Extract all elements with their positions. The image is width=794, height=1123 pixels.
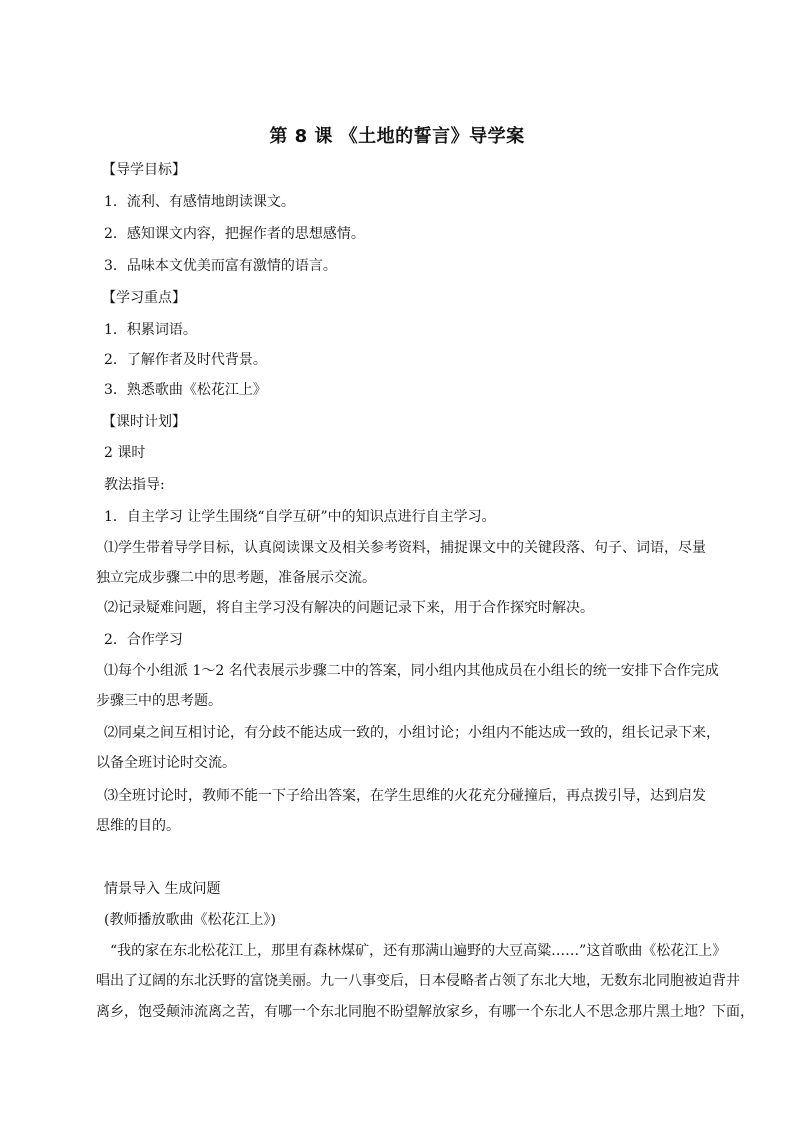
section-heading-goals: 【导学目标】 bbox=[102, 162, 186, 178]
paragraph-line: 唱出了辽阔的东北沃野的富饶美丽。九一八事变后，日本侵略者占领了东北大地，无数东北同胞被迫背井 bbox=[96, 973, 740, 989]
schedule-text: 2 课时 bbox=[104, 445, 146, 461]
section-heading-intro: 情景导入 生成问题 bbox=[104, 881, 221, 897]
paragraph-line: ⑶全班讨论时，教师不能一下子给出答案，在学生思维的火花充分碰撞后，再点拨引导，达到启发 bbox=[104, 788, 706, 804]
paragraph-line: 离乡，饱受颠沛流离之苦，有哪一个东北同胞不盼望解放家乡，有哪一个东北人不思念那片黑土地？下面， bbox=[96, 1004, 754, 1020]
method-heading: 教法指导: bbox=[104, 477, 165, 493]
paragraph-line: ⑵同桌之间互相讨论，有分歧不能达成一致的，小组讨论；小组内不能达成一致的，组长记录下来， bbox=[104, 725, 720, 741]
paragraph-line: “我的家在东北松花江上，那里有森林煤矿，还有那满山遍野的大豆高粱……”这首歌曲《松花江上》 bbox=[110, 943, 727, 959]
goal-item-3: 3．品味本文优美而富有激情的语言。 bbox=[104, 258, 337, 274]
goal-item-2: 2．感知课文内容，把握作者的思想感情。 bbox=[104, 226, 365, 242]
paragraph-line: 以备全班讨论时交流。 bbox=[96, 755, 236, 771]
focus-item-2: 2．了解作者及时代背景。 bbox=[104, 352, 267, 368]
goal-item-1: 1．流利、有感情地朗读课文。 bbox=[104, 194, 295, 210]
paragraph-line: ⑴学生带着导学目标，认真阅读课文及相关参考资料，捕捉课文中的关键段落、句子、词语，尽量 bbox=[104, 540, 706, 556]
paragraph-line: 思维的目的。 bbox=[96, 818, 180, 834]
page-title: 第 8 课 《土地的誓言》导学案 bbox=[269, 126, 525, 147]
section-heading-schedule: 【课时计划】 bbox=[102, 414, 186, 430]
method-item-1: 1．自主学习 让学生围绕“自学互研”中的知识点进行自主学习。 bbox=[104, 509, 496, 525]
intro-note: (教师播放歌曲《松花江上》) bbox=[104, 912, 276, 928]
paragraph-line: 步骤三中的思考题。 bbox=[96, 693, 222, 709]
paragraph-line: ⑴每个小组派 1～2 名代表展示步骤二中的答案，同小组内其他成员在小组长的统一安排下合作完成 bbox=[104, 663, 719, 679]
focus-item-3: 3．熟悉歌曲《松花江上》 bbox=[104, 382, 267, 398]
method-item-2: 2．合作学习 bbox=[104, 632, 183, 648]
paragraph-line: 独立完成步骤二中的思考题，准备展示交流。 bbox=[96, 570, 376, 586]
focus-item-1: 1．积累词语。 bbox=[104, 322, 197, 338]
paragraph-line: ⑵记录疑难问题，将自主学习没有解决的问题记录下来，用于合作探究时解决。 bbox=[104, 600, 594, 616]
section-heading-focus: 【学习重点】 bbox=[102, 290, 186, 306]
